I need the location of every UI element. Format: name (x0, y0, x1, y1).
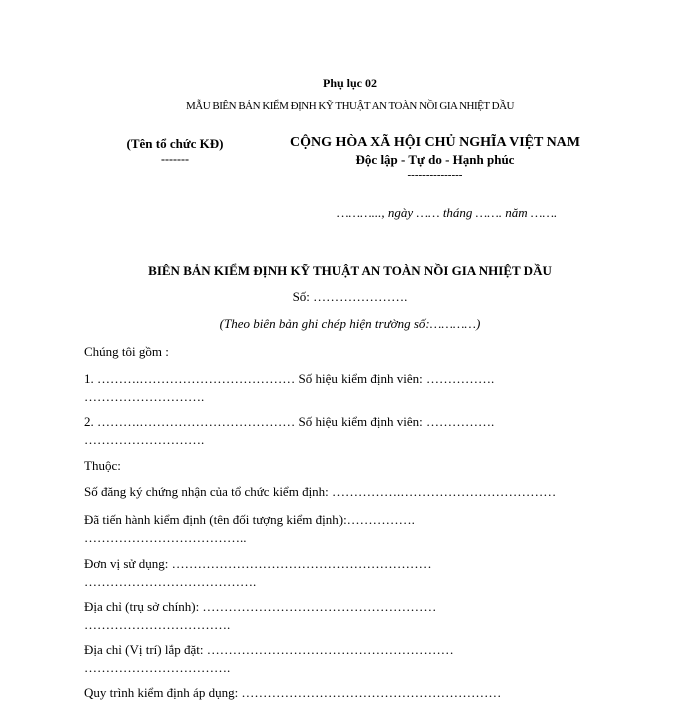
national-motto: Độc lập - Tự do - Hạnh phúc (355, 152, 515, 167)
user-unit-line: Đơn vị sử dụng: …………………………………………………… (84, 556, 432, 571)
belongs-to-line: Thuộc: (84, 458, 121, 473)
date-line: ………..., ngày …… tháng ……. năm ……. (337, 205, 558, 220)
registration-number-line: Số đăng ký chứng nhận của tổ chức kiểm định: …………….……………………………… (84, 484, 557, 499)
document-title: BIÊN BẢN KIỂM ĐỊNH KỸ THUẬT AN TOÀN NỒI GIA NHIỆT DẦU (148, 263, 552, 278)
installation-address-line: Địa chỉ (Vị trí) lắp đặt: ………………………………………………… (84, 642, 454, 657)
inspector-2-continuation: ………………………. (84, 432, 205, 447)
field-record-reference: (Theo biên bản ghi chép hiện trường số:…………) (219, 316, 481, 331)
appendix-label: Phụ lục 02 (322, 76, 377, 90)
appendix-subtitle: MẪU BIÊN BẢN KIỂM ĐỊNH KỸ THUẬT AN TOÀN NỒI GIA NHIỆT DẦU (186, 100, 514, 112)
headquarters-address-line: Địa chỉ (trụ sở chính): ……………………………………………… (84, 599, 437, 614)
document-number: Số: …………………. (292, 289, 408, 304)
country-name: CỘNG HÒA XÃ HỘI CHỦ NGHĨA VIỆT NAM (289, 135, 580, 150)
user-unit-continuation: …………………………………. (84, 574, 257, 589)
inspection-procedure-line: Quy trình kiểm định áp dụng: …………………………………………………… (84, 685, 502, 700)
inspector-2-line: 2. ……….……………………………… Số hiệu kiểm định viên: ……………. (84, 414, 495, 429)
motto-divider: --------------- (407, 169, 463, 181)
organization-name: (Tên tổ chức KĐ) (126, 136, 224, 151)
inspector-1-continuation: ………………………. (84, 389, 205, 404)
intro-line: Chúng tôi gồm : (84, 344, 169, 359)
headquarters-address-continuation: ……………………………. (84, 617, 231, 632)
inspected-object-continuation: ……………………………….. (84, 530, 247, 545)
inspector-1-line: 1. ……….……………………………… Số hiệu kiểm định viên: ……………. (84, 371, 495, 386)
installation-address-continuation: ……………………………. (84, 660, 231, 675)
organization-divider: ------- (161, 152, 189, 166)
inspected-object-line: Đã tiến hành kiểm định (tên đối tượng kiểm định):……………. (84, 512, 415, 527)
